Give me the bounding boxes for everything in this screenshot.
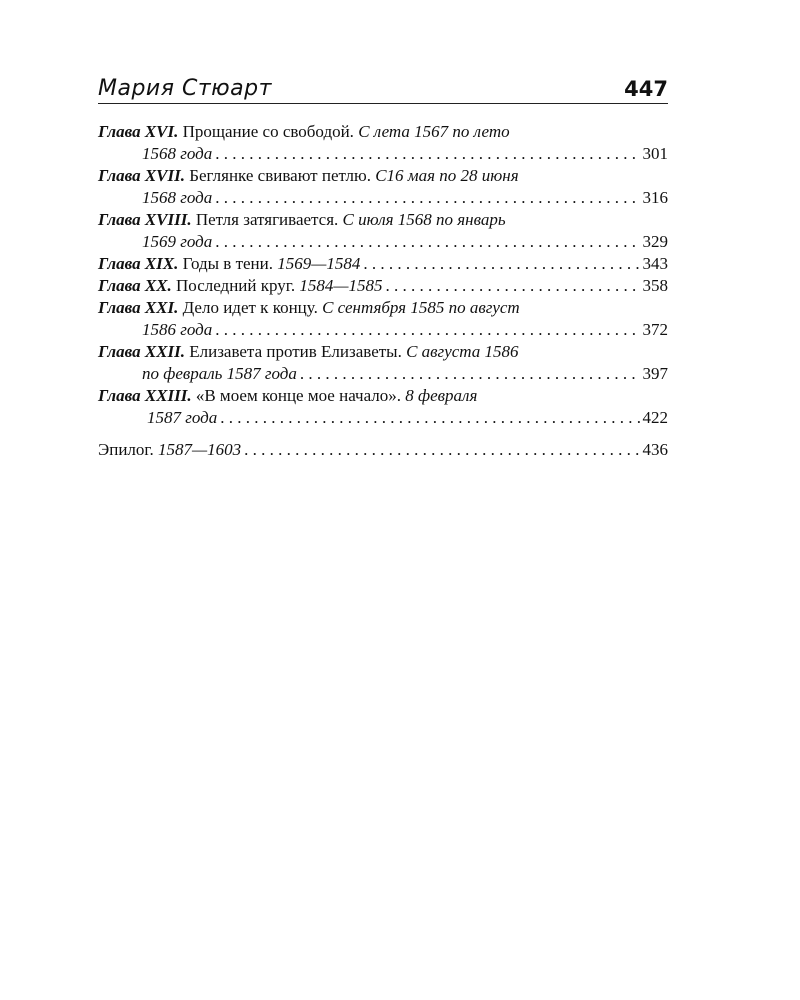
toc-entry-heading bbox=[98, 341, 668, 363]
chapter-dates-cont: 1568 года bbox=[142, 188, 213, 207]
toc-page-number: 343 bbox=[642, 254, 668, 273]
dot-leader bbox=[300, 363, 641, 385]
section-gap bbox=[98, 429, 668, 439]
toc-entry-heading bbox=[98, 297, 668, 319]
toc-entry-heading bbox=[98, 165, 668, 187]
toc-page-number: 301 bbox=[642, 144, 668, 163]
chapter-dates-cont: 1586 года bbox=[142, 320, 213, 339]
toc-entry bbox=[98, 275, 668, 297]
toc-entry-leader-line bbox=[98, 187, 668, 209]
toc-page-number: 372 bbox=[642, 320, 668, 339]
dot-leader bbox=[215, 319, 640, 341]
chapter-dates-cont: 1568 года bbox=[142, 144, 213, 163]
toc-entry bbox=[98, 297, 668, 341]
chapter-title: Дело идет к концу. bbox=[178, 298, 318, 317]
epilogue-dates: 1587—1603 bbox=[153, 440, 242, 459]
chapter-dates-cont: 1587 года bbox=[147, 408, 218, 427]
book-title: Мария Стюарт bbox=[98, 76, 272, 101]
dot-leader bbox=[215, 143, 640, 165]
epilogue-title: Эпилог. bbox=[98, 440, 154, 459]
chapter-number: Глава XVI. bbox=[98, 122, 179, 141]
dot-leader bbox=[385, 275, 640, 297]
chapter-number: Глава XXIII. bbox=[98, 386, 192, 405]
toc-entry bbox=[98, 165, 668, 209]
toc-page-number: 316 bbox=[642, 188, 668, 207]
toc-entry bbox=[98, 209, 668, 253]
toc-page-number: 436 bbox=[642, 440, 668, 459]
chapter-title: Беглянке свивают петлю. bbox=[184, 166, 371, 185]
chapter-title: Петля затягивается. bbox=[191, 210, 339, 229]
chapter-dates: С лета 1567 по лето bbox=[353, 122, 510, 141]
chapter-dates: С июля 1568 по январь bbox=[338, 210, 506, 229]
table-of-contents bbox=[98, 121, 668, 461]
chapter-dates: 1569—1584 bbox=[273, 254, 361, 273]
toc-entry-heading bbox=[98, 209, 668, 231]
chapter-number: Глава XVIII. bbox=[98, 210, 192, 229]
page-number: 447 bbox=[624, 77, 668, 101]
chapter-number: Глава XXI. bbox=[98, 298, 179, 317]
dot-leader bbox=[220, 407, 640, 429]
dot-leader bbox=[244, 439, 640, 461]
toc-entry bbox=[98, 341, 668, 385]
chapter-number: Глава XIX. bbox=[98, 254, 179, 273]
running-head bbox=[98, 72, 668, 104]
toc-entry bbox=[98, 121, 668, 165]
chapter-number: Глава XVII. bbox=[98, 166, 185, 185]
toc-entry-leader-line bbox=[98, 439, 668, 461]
chapter-dates-cont: 1569 года bbox=[142, 232, 213, 251]
chapter-dates: 1584—1585 bbox=[295, 276, 383, 295]
toc-entry-leader-line bbox=[98, 275, 668, 297]
toc-entry-heading bbox=[98, 121, 668, 143]
chapter-title: Последний круг. bbox=[171, 276, 296, 295]
toc-entry-leader-line bbox=[98, 253, 668, 275]
chapter-dates-cont: по февраль 1587 года bbox=[142, 364, 297, 383]
toc-page-number: 422 bbox=[642, 408, 668, 427]
toc-entry-leader-line bbox=[98, 231, 668, 253]
chapter-dates: С сентября 1585 по август bbox=[317, 298, 520, 317]
toc-page-number: 397 bbox=[642, 364, 668, 383]
chapter-title: Елизавета против Елизаветы. bbox=[184, 342, 402, 361]
toc-entry bbox=[98, 253, 668, 275]
chapter-title: Годы в тени. bbox=[178, 254, 273, 273]
chapter-title: «В моем конце мое начало». bbox=[191, 386, 402, 405]
toc-entry-label bbox=[98, 253, 360, 275]
dot-leader bbox=[215, 187, 640, 209]
dot-leader bbox=[215, 231, 640, 253]
toc-entry-label bbox=[98, 439, 241, 461]
toc-entry-label bbox=[98, 275, 382, 297]
toc-page-number: 329 bbox=[642, 232, 668, 251]
toc-entry-leader-line bbox=[98, 363, 668, 385]
chapter-number: Глава XXII. bbox=[98, 342, 185, 361]
chapter-number: Глава XX. bbox=[98, 276, 172, 295]
toc-entry-epilogue bbox=[98, 439, 668, 461]
chapter-dates: С16 мая по 28 июня bbox=[370, 166, 519, 185]
toc-entry bbox=[98, 385, 668, 429]
dot-leader bbox=[363, 253, 640, 275]
chapter-dates: 8 февраля bbox=[401, 386, 478, 405]
toc-entry-leader-line bbox=[98, 143, 668, 165]
chapter-title: Прощание со свободой. bbox=[178, 122, 354, 141]
book-page bbox=[98, 72, 668, 461]
toc-page-number: 358 bbox=[642, 276, 668, 295]
chapter-dates: С августа 1586 bbox=[401, 342, 519, 361]
toc-entry-leader-line bbox=[98, 319, 668, 341]
toc-entry-heading bbox=[98, 385, 668, 407]
toc-entry-leader-line bbox=[98, 407, 668, 429]
